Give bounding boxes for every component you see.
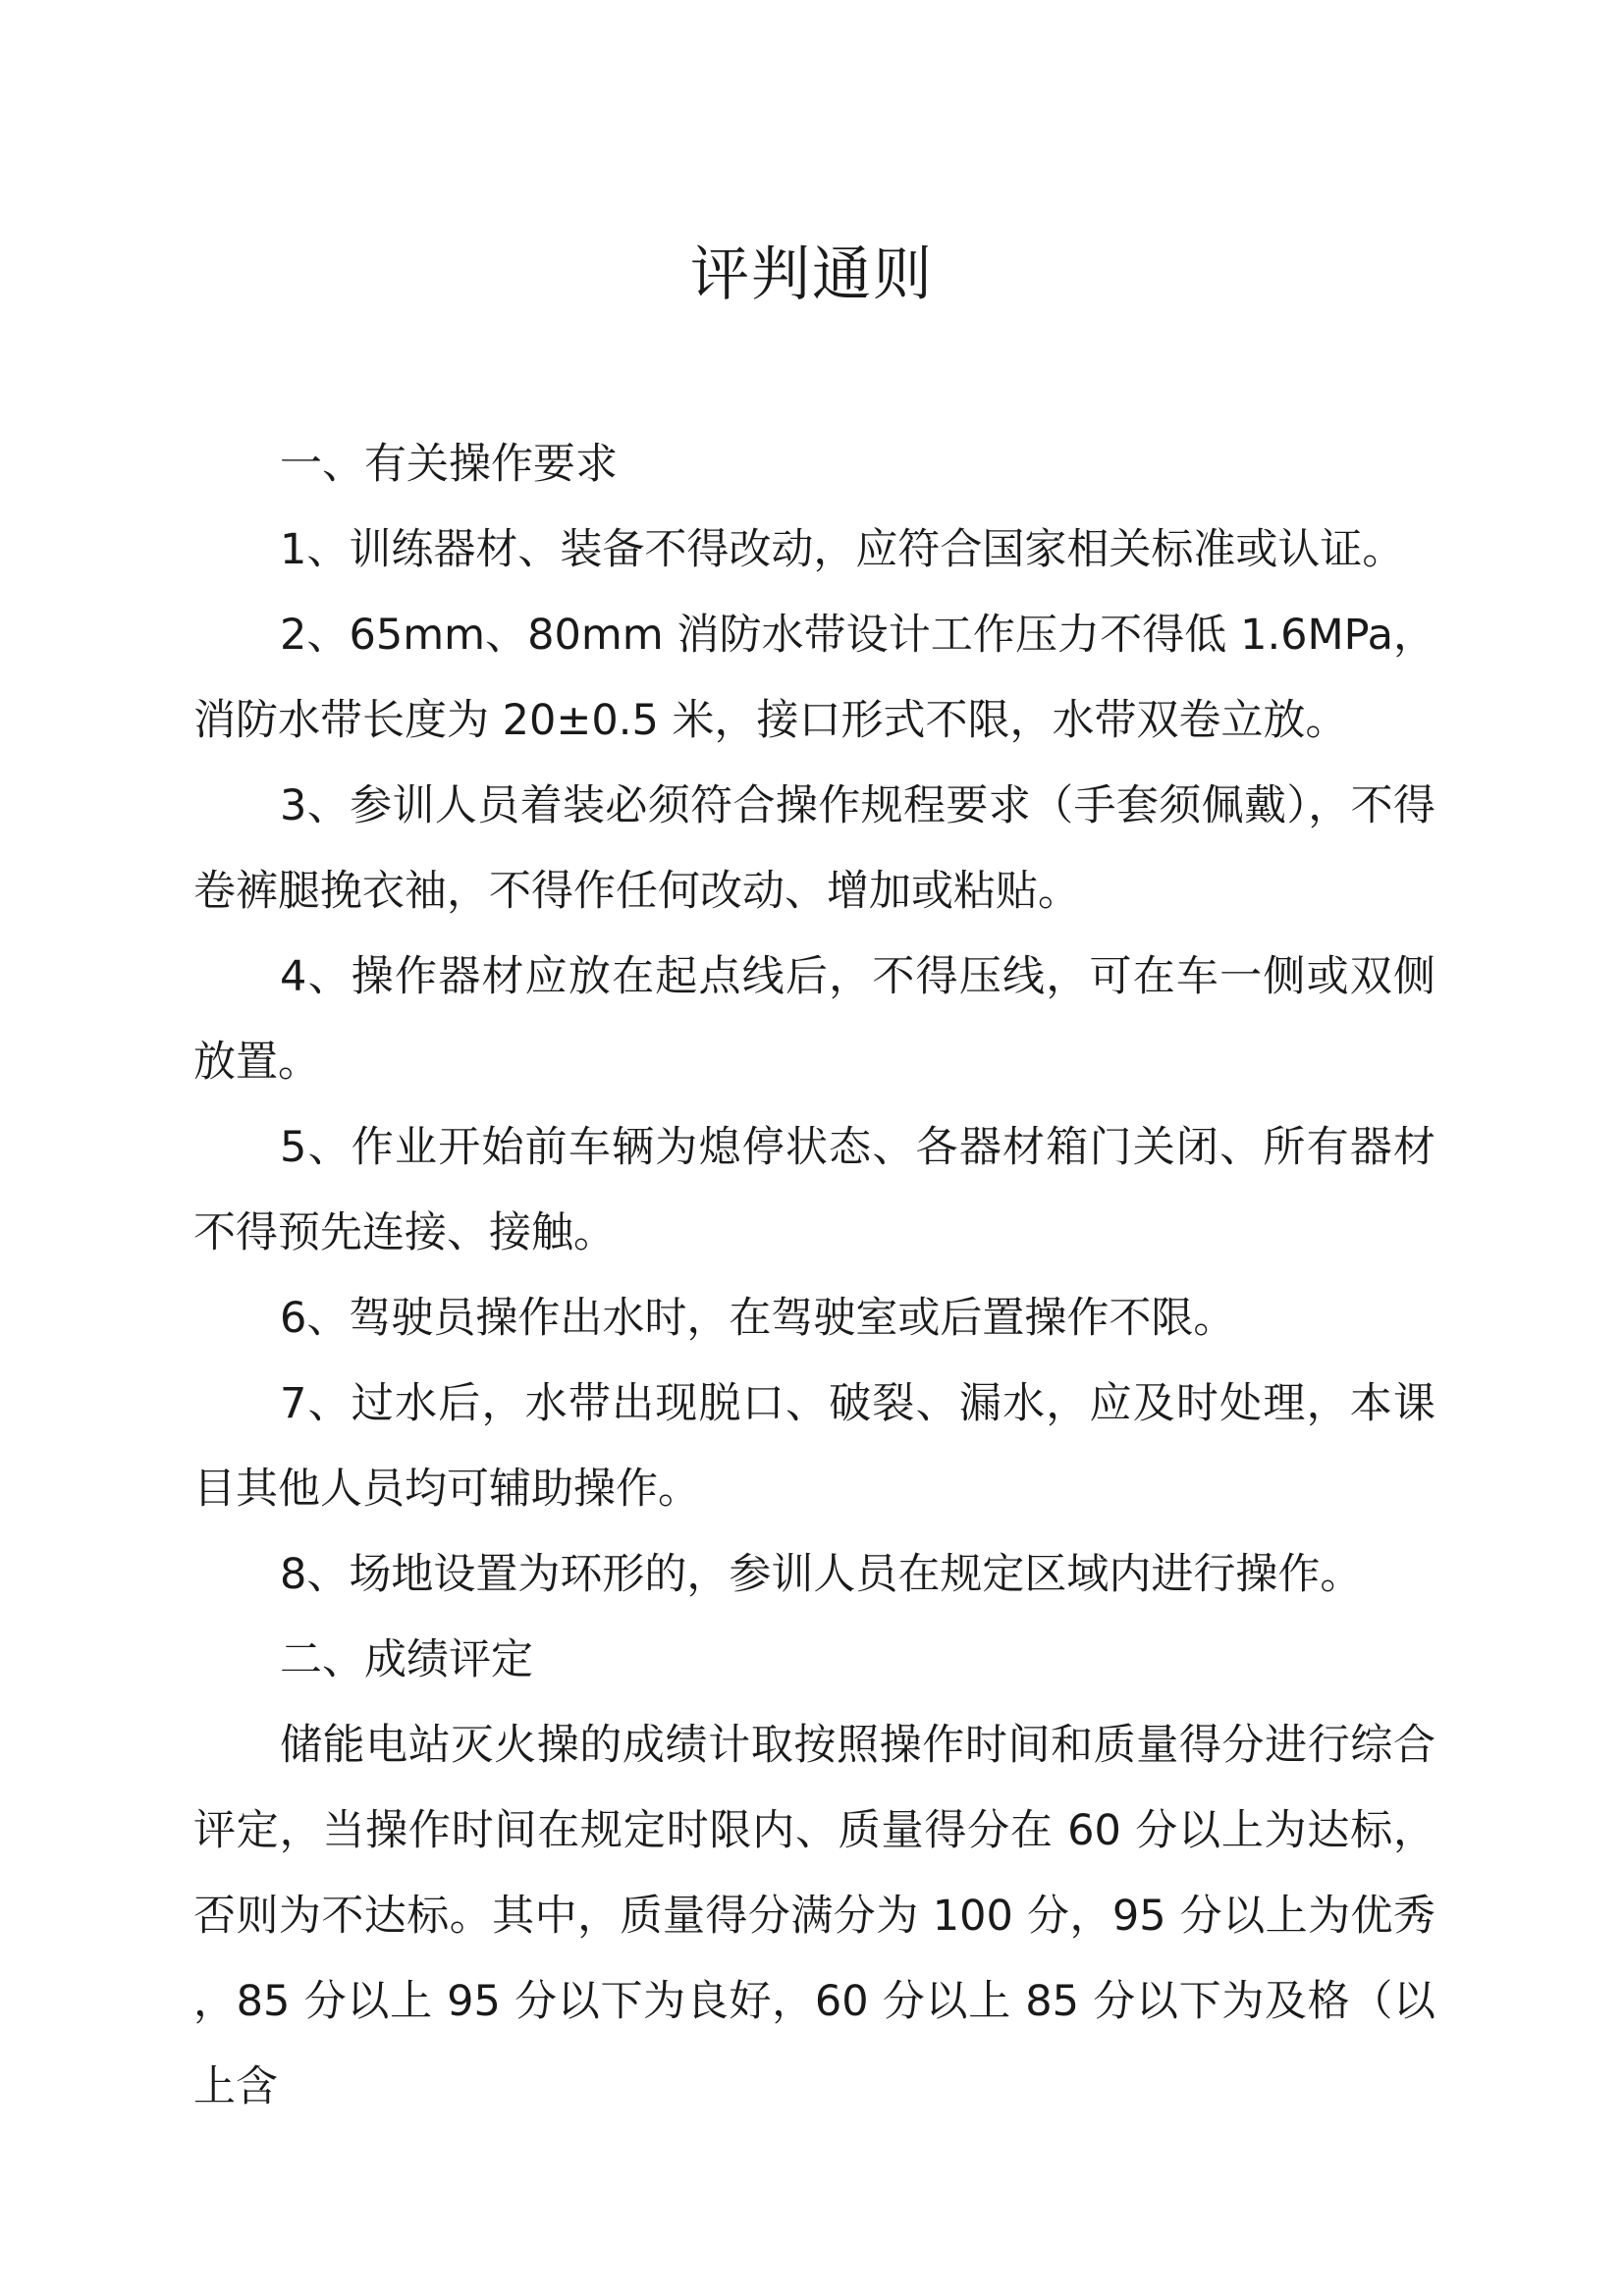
requirement-item-8: 8、场地设置为环形的，参训人员在规定区域内进行操作。 [280,1550,1363,1599]
requirement-item-1: 1、训练器材、装备不得改动，应符合国家相关标准或认证。 [280,525,1405,574]
section-heading-score-evaluation: 二、成绩评定 [280,1635,533,1684]
requirement-item-3: 3、参训人员着装必须符合操作规程要求（手套须佩戴），不得卷裤腿挽衣袖，不得作任何改动、增加或粘贴。 [193,781,1435,916]
document-body [193,422,1435,2130]
requirement-item-7: 7、过水后，水带出现脱口、破裂、漏水，应及时处理，本课目其他人员均可辅助操作。 [193,1379,1435,1514]
requirement-item-2: 2、65mm、80mm 消防水带设计工作压力不得低 1.6MPa，消防水带长度为 20±0.5 米，接口形式不限，水带双卷立放。 [193,611,1435,745]
page-title: 评判通则 [690,240,934,309]
score-evaluation-paragraph: 储能电站灭火操的成绩计取按照操作时间和质量得分进行综合评定，当操作时间在规定时限内、质量得分在 60 分以上为达标，否则为不达标。其中，质量得分满分为 100 分，95 分以上为优秀 ，85 分以上 95 分以下为良好，60 分以上 85 分以下为及格（以上含 [193,1721,1435,2111]
requirement-item-5: 5、作业开始前车辆为熄停状态、各器材箱门关闭、所有器材不得预先连接、接触。 [193,1123,1435,1257]
section-heading-operation-requirements: 一、有关操作要求 [280,440,618,489]
requirement-item-6: 6、驾驶员操作出水时，在驾驶室或后置操作不限。 [280,1294,1236,1343]
requirement-item-4: 4、操作器材应放在起点线后，不得压线，可在车一侧或双侧放置。 [193,952,1435,1087]
